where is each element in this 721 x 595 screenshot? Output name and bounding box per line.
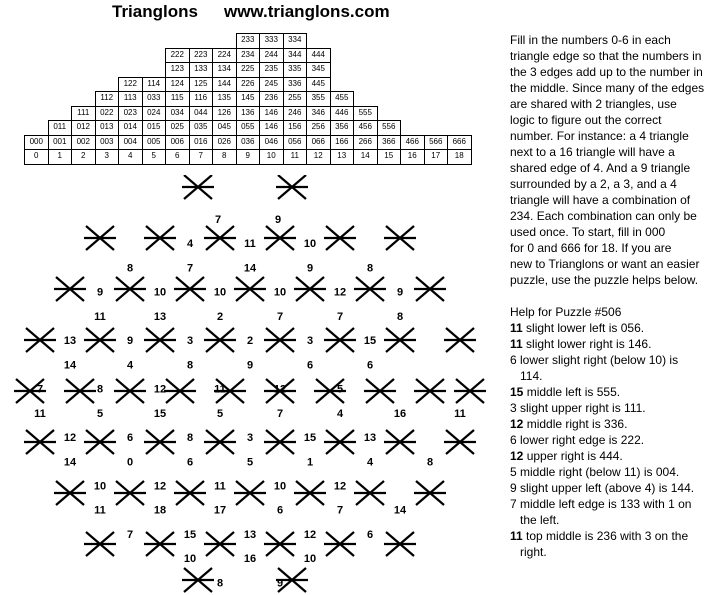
triangle-number[interactable]: 14 [243, 262, 257, 275]
instruction-line: surrounded by a 2, a 3, and a 4 [510, 177, 677, 191]
combo-cell: 144 [212, 77, 237, 93]
combo-cell: 000 [24, 135, 49, 151]
help-title: Help for Puzzle #506 [510, 305, 622, 319]
triangle-number[interactable]: 15 [183, 528, 197, 541]
combo-cell: 156 [283, 120, 308, 136]
combo-cell: 666 [447, 135, 472, 151]
triangle-number[interactable]: 6 [306, 359, 314, 372]
combo-cell: 556 [377, 120, 402, 136]
grid-vertex [84, 532, 116, 556]
combo-cell: 123 [165, 62, 190, 78]
grid-vertex [324, 226, 356, 250]
grid-vertex [24, 430, 56, 454]
triangle-number[interactable]: 5 [216, 407, 224, 420]
triangle-number[interactable]: 12 [333, 480, 347, 493]
triangle-number[interactable]: 16 [393, 407, 407, 420]
combo-cell: 135 [212, 91, 237, 107]
combo-cell: 226 [236, 77, 261, 93]
triangle-number[interactable]: 13 [153, 310, 167, 323]
combo-cell: 004 [118, 135, 143, 151]
grid-vertex [204, 226, 236, 250]
combo-cell: 006 [165, 135, 190, 151]
triangle-number[interactable]: 14 [393, 504, 407, 517]
triangle-number[interactable]: 12 [273, 383, 287, 396]
combo-cell: 455 [330, 91, 355, 107]
grid-vertex [264, 328, 296, 352]
combo-cell: 016 [189, 135, 214, 151]
combo-cell: 003 [95, 135, 120, 151]
combo-cell: 134 [212, 62, 237, 78]
sum-cell: 9 [236, 149, 261, 165]
triangle-number[interactable]: 3 [186, 335, 194, 348]
sum-cell: 8 [212, 149, 237, 165]
triangle-number[interactable]: 12 [153, 383, 167, 396]
grid-vertex [204, 532, 236, 556]
combo-cell: 245 [259, 77, 284, 93]
triangle-number[interactable]: 8 [186, 432, 194, 445]
help-line: 7 middle left edge is 133 with 1 on [510, 497, 692, 511]
combo-cell: 246 [283, 106, 308, 122]
instruction-line: 234. Each combination can only be [510, 209, 697, 223]
grid-vertex [54, 277, 86, 301]
triangle-number[interactable]: 10 [303, 238, 317, 251]
combo-cell: 236 [259, 91, 284, 107]
combo-cell: 346 [306, 106, 331, 122]
triangle-number[interactable]: 7 [336, 310, 344, 323]
triangle-number[interactable]: 17 [213, 504, 227, 517]
combo-cell: 145 [236, 91, 261, 107]
triangle-number[interactable]: 8 [186, 359, 194, 372]
grid-vertex [144, 430, 176, 454]
triangle-number[interactable]: 11 [94, 504, 106, 517]
combo-cell: 136 [236, 106, 261, 122]
combo-cell: 024 [142, 106, 167, 122]
instruction-line: number. For instance: a 4 triangle [510, 129, 689, 143]
combo-cell: 116 [189, 91, 214, 107]
combo-cell: 023 [118, 106, 143, 122]
combo-cell: 235 [259, 62, 284, 78]
triangle-number[interactable]: 0 [126, 456, 134, 469]
instruction-line: are shared with 2 triangles, use [510, 97, 677, 111]
grid-vertex [354, 481, 386, 505]
sum-cell: 4 [118, 149, 143, 165]
triangle-number[interactable]: 6 [126, 432, 134, 445]
sum-cell: 18 [447, 149, 472, 165]
combo-cell: 146 [259, 106, 284, 122]
triangle-number[interactable]: 9 [276, 577, 284, 590]
grid-vertex [64, 379, 96, 403]
triangle-number[interactable]: 8 [426, 456, 434, 469]
triangle-number[interactable]: 5 [336, 383, 344, 396]
triangle-number[interactable]: 5 [96, 407, 104, 420]
grid-vertex [144, 532, 176, 556]
triangle-number[interactable]: 7 [214, 214, 222, 226]
grid-vertex [444, 430, 476, 454]
instruction-line: logic to figure out the correct [510, 113, 662, 127]
sum-cell: 2 [71, 149, 96, 165]
triangle-number[interactable]: 12 [333, 286, 347, 299]
combo-cell: 445 [306, 77, 331, 93]
combo-cell: 335 [283, 62, 308, 78]
instruction-line: the middle. Since many of the edges [510, 81, 705, 95]
triangle-number[interactable]: 6 [186, 456, 194, 469]
grid-vertex [54, 481, 86, 505]
combo-cell: 234 [236, 48, 261, 64]
triangle-number[interactable]: 8 [126, 262, 134, 275]
triangle-number[interactable]: 16 [243, 553, 257, 566]
triangle-number[interactable]: 10 [303, 553, 317, 566]
triangle-number[interactable]: 12 [63, 432, 77, 445]
combo-cell: 001 [48, 135, 73, 151]
grid-vertex [444, 328, 476, 352]
triangle-number[interactable]: 2 [216, 310, 224, 323]
instructions-text [510, 32, 718, 288]
instructions-panel [510, 32, 718, 560]
grid-vertex [354, 277, 386, 301]
help-line: 114. [520, 369, 543, 383]
combo-cell: 222 [165, 48, 190, 64]
grid-vertex [384, 430, 416, 454]
combo-cell: 126 [212, 106, 237, 122]
combo-cell: 336 [283, 77, 308, 93]
help-line: 12 middle right is 336. [510, 417, 628, 431]
combo-cell: 011 [48, 120, 73, 136]
grid-vertex [164, 379, 196, 403]
grid-vertex [264, 226, 296, 250]
help-line: 12 upper right is 444. [510, 449, 623, 463]
combo-cell: 566 [424, 135, 449, 151]
triangle-number[interactable]: 12 [303, 528, 317, 541]
combo-cell: 055 [236, 120, 261, 136]
triangle-number[interactable]: 18 [153, 504, 167, 517]
grid-vertex [324, 532, 356, 556]
triangle-number[interactable]: 8 [366, 262, 374, 275]
combo-cell: 356 [330, 120, 355, 136]
help-line: 11 slight lower right is 146. [510, 337, 652, 351]
combo-cell: 224 [212, 48, 237, 64]
triangle-number[interactable]: 3 [246, 432, 254, 445]
instruction-line: triangle will have a combination of [510, 193, 691, 207]
combo-cell: 125 [189, 77, 214, 93]
instruction-line: for 0 and 666 for 18. If you are [510, 241, 672, 255]
grid-vertex [264, 430, 296, 454]
triangle-number[interactable]: 13 [243, 528, 257, 541]
combo-cell: 112 [95, 91, 120, 107]
combo-cell: 012 [71, 120, 96, 136]
combo-cell: 046 [259, 135, 284, 151]
combo-cell: 015 [142, 120, 167, 136]
combo-cell: 244 [259, 48, 284, 64]
sum-cell: 11 [283, 149, 308, 165]
triangle-number[interactable]: 10 [273, 286, 287, 299]
sum-cell: 17 [424, 149, 449, 165]
triangle-number[interactable]: 4 [126, 359, 134, 372]
combo-cell: 133 [189, 62, 214, 78]
help-line: 11 slight lower left is 056. [510, 321, 645, 335]
triangle-number[interactable]: 11 [214, 480, 226, 493]
sum-cell: 5 [142, 149, 167, 165]
grid-vertex [384, 226, 416, 250]
combo-cell: 066 [306, 135, 331, 151]
grid-vertex [114, 481, 146, 505]
combo-cell: 344 [283, 48, 308, 64]
grid-vertex [454, 379, 486, 403]
triangle-number[interactable]: 8 [396, 310, 404, 323]
sum-cell: 3 [95, 149, 120, 165]
triangle-number[interactable]: 4 [336, 407, 344, 420]
triangle-number[interactable]: 9 [126, 335, 134, 348]
site-url: www.trianglons.com [223, 2, 390, 21]
combo-cell: 146 [259, 120, 284, 136]
grid-vertex [182, 175, 214, 199]
instruction-line: shared edge of 4. And a 9 triangle [510, 161, 691, 175]
triangle-number[interactable]: 15 [303, 432, 317, 445]
triangle-number[interactable]: 9 [96, 286, 104, 299]
triangle-number[interactable]: 6 [366, 528, 374, 541]
grid-vertex [84, 328, 116, 352]
instruction-line: next to a 16 triangle will have a [510, 145, 675, 159]
triangle-number[interactable]: 11 [214, 383, 226, 396]
combo-cell: 056 [283, 135, 308, 151]
triangle-number[interactable]: 2 [246, 335, 254, 348]
triangle-number[interactable]: 4 [366, 456, 374, 469]
combo-cell: 256 [306, 120, 331, 136]
grid-vertex [114, 379, 146, 403]
combo-cell: 555 [353, 106, 378, 122]
combo-cell: 111 [71, 106, 96, 122]
combo-cell: 033 [142, 91, 167, 107]
triangle-number[interactable]: 4 [186, 238, 194, 251]
triangle-number[interactable]: 13 [63, 335, 77, 348]
combo-cell: 166 [330, 135, 355, 151]
triangle-number[interactable]: 8 [96, 383, 104, 396]
triangle-number[interactable]: 11 [454, 407, 466, 420]
grid-vertex [114, 277, 146, 301]
grid-vertex [414, 379, 446, 403]
combo-cell: 345 [306, 62, 331, 78]
grid-vertex [144, 226, 176, 250]
triangle-number[interactable]: 7 [336, 504, 344, 517]
instruction-line: triangle edge so that the numbers in [510, 49, 702, 63]
triangle-number[interactable]: 7 [276, 310, 284, 323]
grid-vertex [324, 328, 356, 352]
sum-cell: 10 [259, 149, 284, 165]
triangle-number[interactable]: 11 [94, 310, 106, 323]
help-line: the left. [520, 513, 560, 527]
sum-cell: 6 [165, 149, 190, 165]
combo-cell: 002 [71, 135, 96, 151]
triangle-number[interactable]: 7 [276, 407, 284, 420]
help-line: right. [520, 545, 547, 559]
grid-vertex [174, 481, 206, 505]
triangle-number[interactable]: 8 [216, 577, 224, 590]
triangle-number[interactable]: 9 [274, 214, 282, 226]
combo-cell: 113 [118, 91, 143, 107]
grid-vertex [384, 532, 416, 556]
triangle-number[interactable]: 10 [93, 480, 107, 493]
combo-cell: 355 [306, 91, 331, 107]
triangle-number[interactable]: 11 [244, 238, 256, 251]
combo-cell: 444 [306, 48, 331, 64]
grid-vertex [324, 430, 356, 454]
sum-cell: 13 [330, 149, 355, 165]
combo-cell: 044 [189, 106, 214, 122]
grid-vertex [144, 328, 176, 352]
puzzle-grid[interactable] [0, 175, 500, 595]
triangle-number[interactable]: 7 [36, 383, 44, 396]
triangle-number[interactable]: 14 [63, 359, 77, 372]
help-line: 11 top middle is 236 with 3 on the [510, 529, 689, 543]
combo-cell: 446 [330, 106, 355, 122]
grid-vertex [24, 328, 56, 352]
sum-cell: 0 [24, 149, 49, 165]
triangle-number[interactable]: 10 [153, 286, 167, 299]
grid-vertex [84, 226, 116, 250]
combo-cell: 014 [118, 120, 143, 136]
triangle-number[interactable]: 7 [126, 528, 134, 541]
triangle-number[interactable]: 14 [63, 456, 77, 469]
game-title: Trianglons [112, 2, 198, 21]
combo-cell: 233 [236, 33, 261, 49]
combo-cell: 035 [189, 120, 214, 136]
combo-cell: 036 [236, 135, 261, 151]
grid-vertex [414, 481, 446, 505]
grid-vertex [276, 175, 308, 199]
sum-cell: 1 [48, 149, 73, 165]
help-line: 9 slight upper left (above 4) is 144. [510, 481, 695, 495]
triangle-number[interactable]: 6 [366, 359, 374, 372]
triangle-number[interactable]: 12 [153, 480, 167, 493]
help-line: 6 lower slight right (below 10) is [510, 353, 679, 367]
triangle-number[interactable]: 9 [306, 262, 314, 275]
combo-cell: 225 [236, 62, 261, 78]
grid-vertex [264, 532, 296, 556]
grid-vertex [294, 277, 326, 301]
triangle-number[interactable]: 6 [276, 504, 284, 517]
triangle-number[interactable]: 5 [246, 456, 254, 469]
help-line: 3 slight upper right is 111. [510, 401, 646, 415]
help-list [510, 320, 718, 560]
combo-cell: 122 [118, 77, 143, 93]
triangle-number[interactable]: 10 [183, 553, 197, 566]
triangle-number[interactable]: 9 [396, 286, 404, 299]
grid-vertex [294, 481, 326, 505]
sum-cell: 14 [353, 149, 378, 165]
instruction-line: used once. To start, fill in 000 [510, 225, 666, 239]
help-line: 6 lower right edge is 222. [510, 433, 645, 447]
sum-cell: 12 [306, 149, 331, 165]
grid-vertex [174, 277, 206, 301]
combo-cell: 026 [212, 135, 237, 151]
triangle-number[interactable]: 11 [34, 407, 46, 420]
sum-cell: 16 [400, 149, 425, 165]
combo-cell: 456 [353, 120, 378, 136]
grid-vertex [204, 430, 236, 454]
grid-vertex [234, 277, 266, 301]
triangle-number[interactable]: 10 [273, 480, 287, 493]
combo-cell: 255 [283, 91, 308, 107]
grid-vertex [204, 328, 236, 352]
combo-cell: 034 [165, 106, 190, 122]
combo-cell: 005 [142, 135, 167, 151]
grid-vertex [234, 481, 266, 505]
combo-cell: 025 [165, 120, 190, 136]
combo-cell: 466 [400, 135, 425, 151]
combo-cell: 334 [283, 33, 308, 49]
combo-cell: 115 [165, 91, 190, 107]
triangle-number[interactable]: 15 [363, 335, 377, 348]
triangle-number[interactable]: 7 [186, 262, 194, 275]
page-title [112, 2, 416, 22]
help-line: 5 middle right (below 11) is 004. [510, 465, 680, 479]
triangle-number[interactable]: 3 [306, 335, 314, 348]
grid-vertex [384, 328, 416, 352]
combo-cell: 022 [95, 106, 120, 122]
grid-vertex [182, 568, 214, 592]
combo-cell: 124 [165, 77, 190, 93]
grid-vertex [414, 277, 446, 301]
combo-cell: 366 [377, 135, 402, 151]
triangle-number[interactable]: 15 [153, 407, 167, 420]
combo-cell: 013 [95, 120, 120, 136]
instruction-line: the 3 edges add up to the number in [510, 65, 703, 79]
triangle-number[interactable]: 10 [213, 286, 227, 299]
triangle-number[interactable]: 1 [306, 456, 314, 469]
grid-vertex [364, 379, 396, 403]
help-line: 15 middle left is 555. [510, 385, 621, 399]
grid-vertex [84, 430, 116, 454]
triangle-number[interactable]: 13 [363, 432, 377, 445]
instruction-line: puzzle, use the puzzle helps below. [510, 273, 699, 287]
combo-cell: 114 [142, 77, 167, 93]
combo-cell: 333 [259, 33, 284, 49]
instruction-line: Fill in the numbers 0-6 in each [510, 33, 671, 47]
instruction-line: new to Trianglons or want an easier [510, 257, 700, 271]
sum-cell: 15 [377, 149, 402, 165]
sum-cell: 7 [189, 149, 214, 165]
combo-cell: 266 [353, 135, 378, 151]
combo-cell: 045 [212, 120, 237, 136]
triangle-number[interactable]: 9 [246, 359, 254, 372]
combo-cell: 223 [189, 48, 214, 64]
